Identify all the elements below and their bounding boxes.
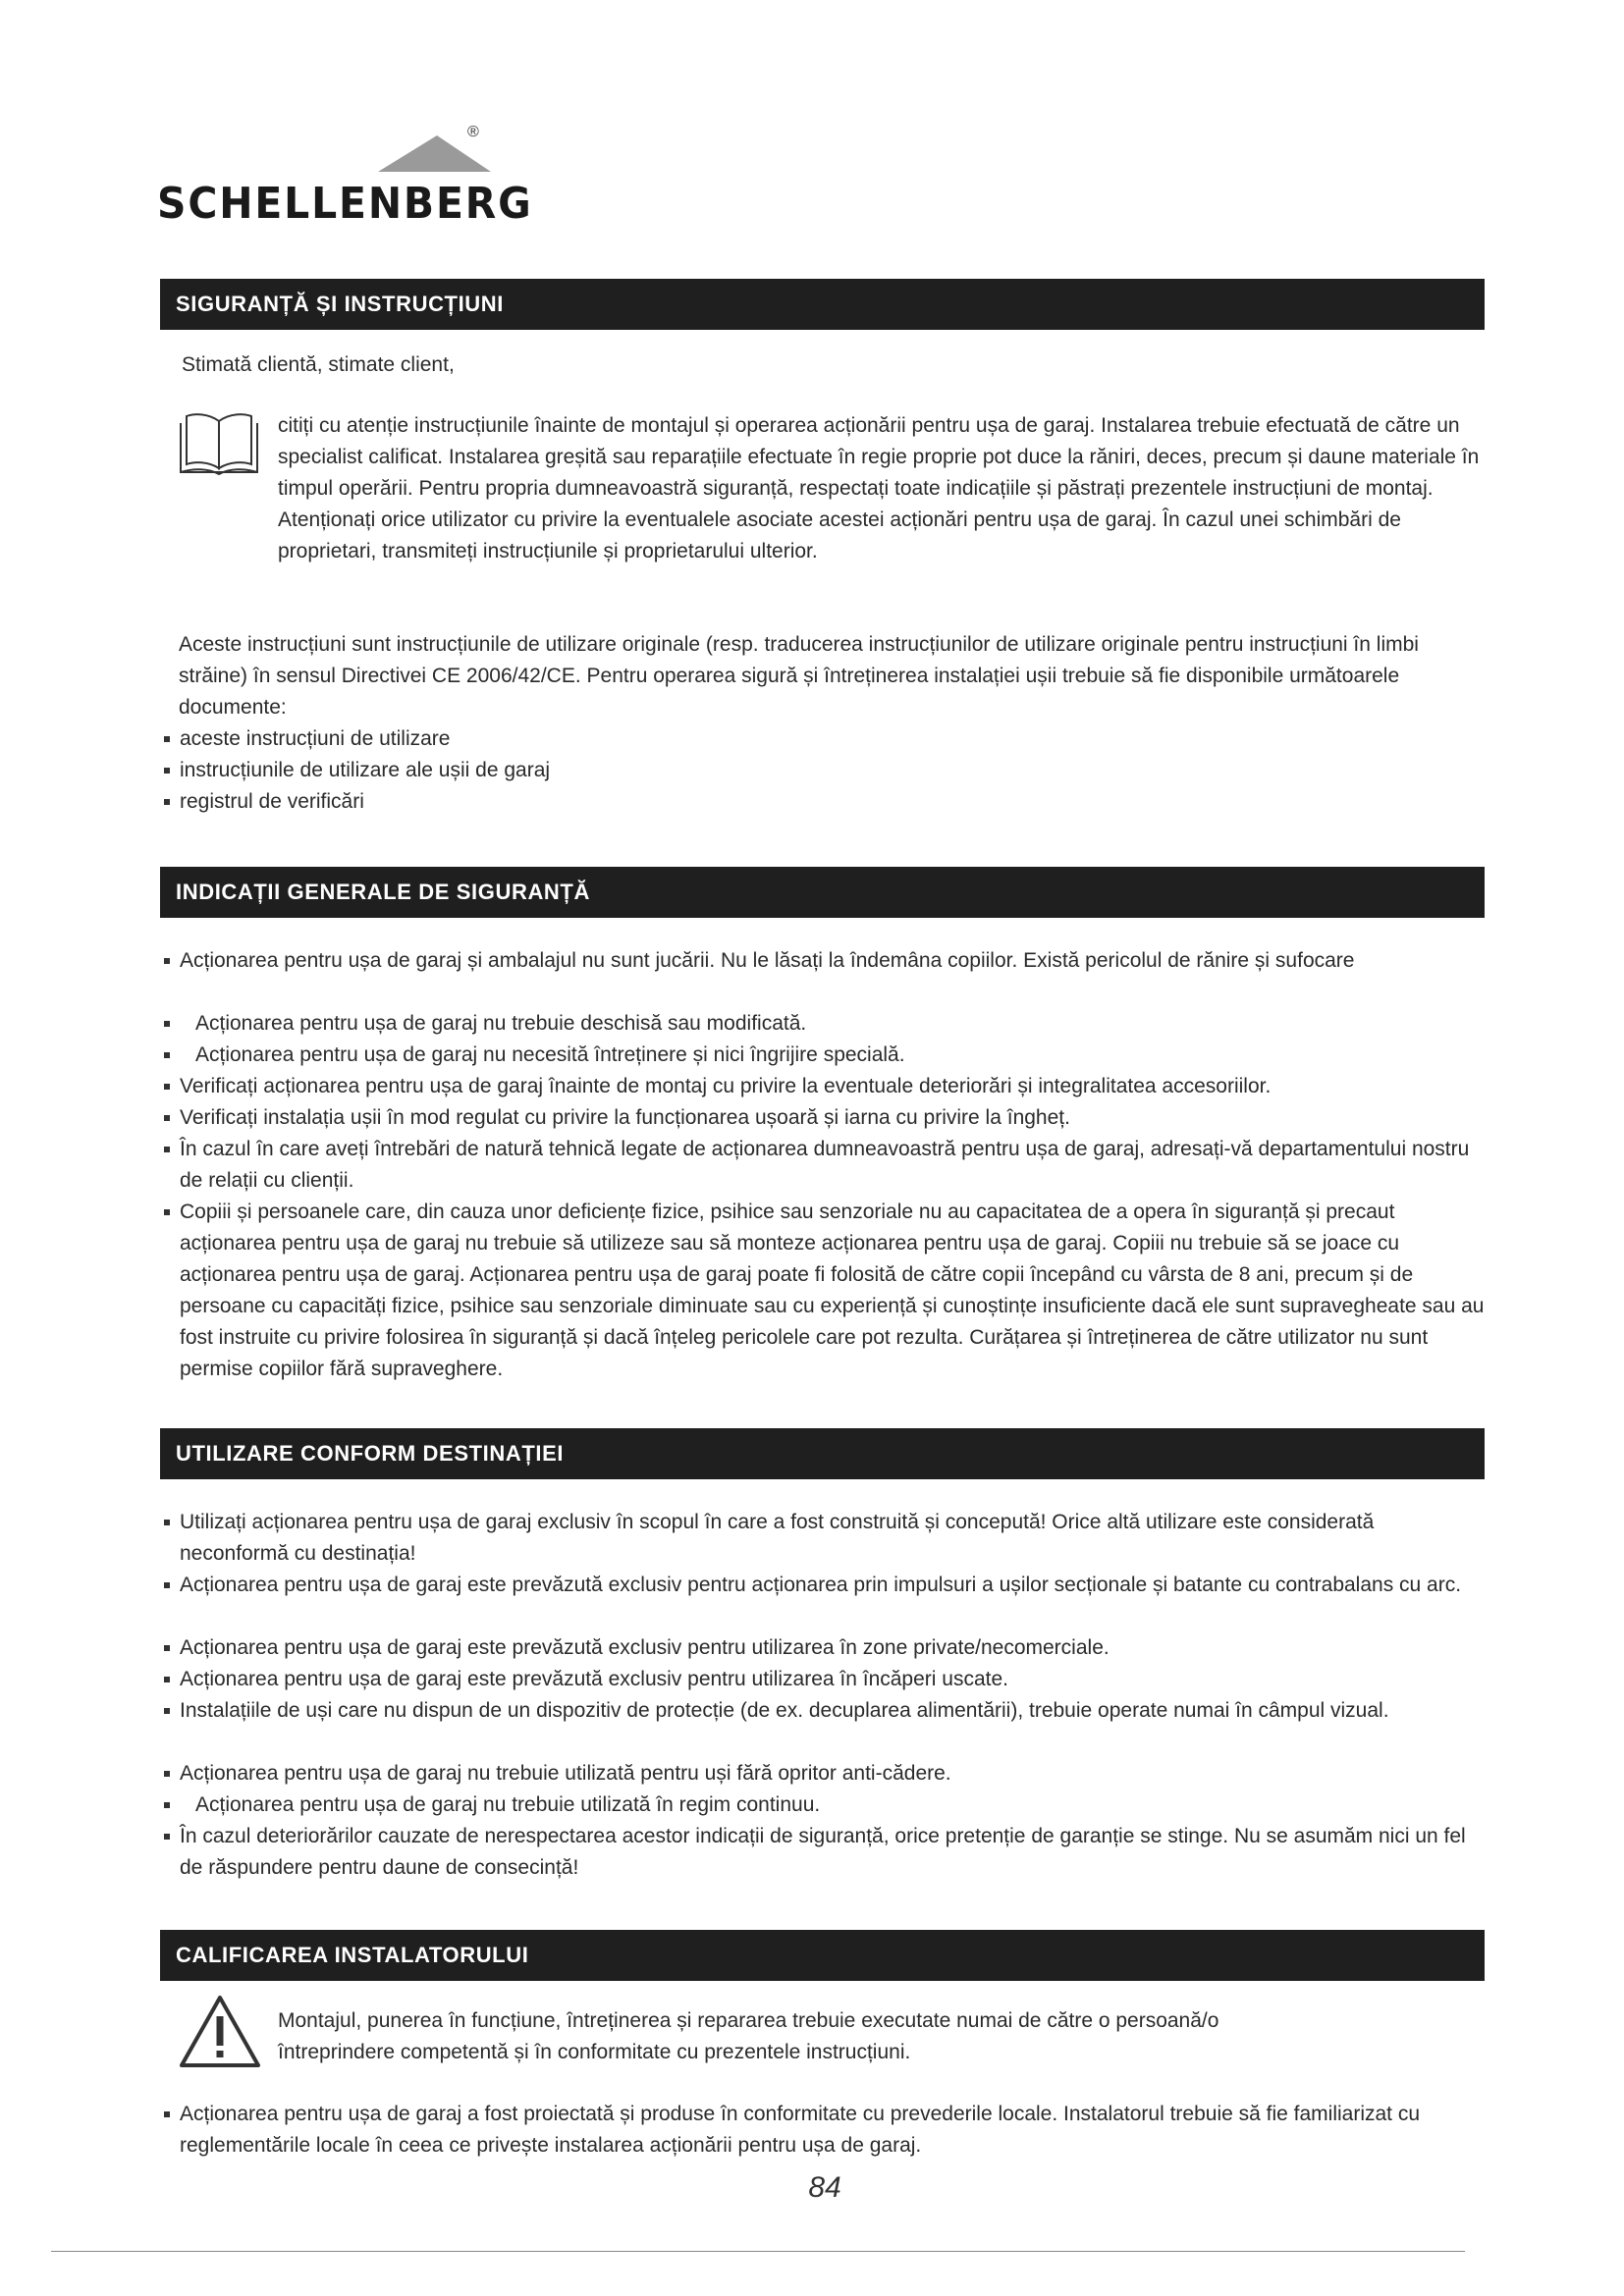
footer-divider (51, 2251, 1465, 2252)
greeting: Stimată clientă, stimate client, (182, 353, 455, 376)
list-item: Utilizați acționarea pentru ușa de garaj exclusiv în scopul în care a fost construită și concepută! Orice altă utilizare este considerată neconformă cu destinația! (160, 1507, 1485, 1570)
list-item: Acționarea pentru ușa de garaj a fost proiectată și produse în conformitate cu prevederile locale. Instalatorul trebuie să fie familiarizat cu reglementările locale în ceea ce privește instalarea acționării pentru ușa de garaj. (160, 2099, 1485, 2162)
page-number: 84 (808, 2171, 841, 2204)
list-item: registrul de verificări (160, 786, 1485, 818)
list-item: În cazul în care aveți întrebări de natură tehnică legate de acționarea dumneavoastră pentru ușa de garaj, adresați-vă departamentului nostru de relații cu clienții. (160, 1134, 1485, 1197)
section-title-usage: UTILIZARE CONFORM DESTINAȚIEI (160, 1428, 1485, 1479)
installer-warning: Montajul, punerea în funcțiune, întreținerea și repararea trebuie executate numai de către o persoană/o întreprindere competentă și în conformitate cu prezentele instrucțiuni. (278, 2009, 1219, 2063)
list-item: Acționarea pentru ușa de garaj este prevăzută exclusiv pentru utilizarea în încăperi uscate. (160, 1664, 1485, 1695)
original-instructions-note: Aceste instrucțiuni sunt instrucțiunile de utilizare originale (resp. traducerea instrucțiunilor de utilizare originale pentru instrucțiuni în limbi străine) în sensul Directivei CE 2006/42/CE. Pentru operarea sigură și întreținerea instalației ușii trebuie să fie disponibile următoarele documente: (179, 633, 1419, 719)
brand-logo (157, 124, 533, 229)
warning-triangle-icon (178, 1993, 262, 2071)
section-title-installer: CALIFICAREA INSTALATORULUI (160, 1930, 1485, 1981)
list-item: aceste instrucțiuni de utilizare (160, 723, 1485, 755)
section-title-safety: SIGURANȚĂ ȘI INSTRUCȚIUNI (160, 279, 1485, 330)
registered-mark: ® (467, 124, 479, 140)
list-item: Verificați acționarea pentru ușa de garaj înainte de montaj cu privire la eventuale deteriorări și integralitatea accesoriilor. (160, 1071, 1485, 1102)
list-item: instrucțiunile de utilizare ale ușii de garaj (160, 755, 1485, 786)
list-item: Acționarea pentru ușa de garaj nu necesită întreținere și nici îngrijire specială. (160, 1040, 1485, 1071)
book-icon (179, 405, 259, 476)
brand-name: SCHELLENBERG (157, 179, 533, 229)
list-item: Copiii și persoanele care, din cauza unor deficiențe fizice, psihice sau senzoriale nu au capacitatea de a opera în siguranță și precaut acționarea pentru ușa de garaj nu trebuie să utilizeze sau să monteze acționarea pentru ușa de garaj. Copiii nu trebuie să se joace cu acționarea pentru ușa de garaj. Acționarea pentru ușa de garaj poate fi folosită de către copii începând cu vârsta de 8 ani, precum și de persoane cu capacități fizice, psihice sau senzoriale diminuate sau cu experiență și cunoștințe insuficiente dacă ele sunt supravegheate sau au fost instruite cu privire folosirea în siguranță și dacă înțeleg pericolele care pot rezulta. Curățarea și întreținerea de către utilizator nu sunt permise copiilor fără supraveghere. (160, 1197, 1485, 1385)
list-item: Acționarea pentru ușa de garaj este prevăzută exclusiv pentru acționarea prin impulsuri a ușilor secționale și batante cu contrabalans cu arc. (160, 1570, 1485, 1601)
list-item: Instalațiile de uși care nu dispun de un dispozitiv de protecție (de ex. decuplarea alimentării), trebuie operate numai în câmpul vizual. (160, 1695, 1485, 1727)
list-item: Acționarea pentru ușa de garaj nu trebuie deschisă sau modificată. (160, 1008, 1485, 1040)
book-notice: citiți cu atenție instrucțiunile înainte de montajul și operarea acționării pentru ușa de garaj. Instalarea trebuie efectuată de către un specialist calificat. Instalarea greșită sau reparațiile efectuate în regie proprie pot duce la răniri, deces, precum și daune materiale în timpul operării. Pentru propria dumneavoastră siguranță, respectați toate indicațiile și păstrați prezentele instrucțiuni de montaj. Atenționați orice utilizator cu privire la eventualele asociate acestei acționări pentru ușa de garaj. În cazul unei schimbări de proprietari, transmiteți instrucțiunile și proprietarului ulterior. (278, 414, 1480, 562)
list-item: În cazul deteriorărilor cauzate de nerespectarea acestor indicații de siguranță, orice pretenție de garanție se stinge. Nu se asumăm nici un fel de răspundere pentru daune de consecință! (160, 1821, 1485, 1884)
roof-icon (157, 128, 491, 187)
section-title-general: INDICAȚII GENERALE DE SIGURANȚĂ (160, 867, 1485, 918)
list-item: Acționarea pentru ușa de garaj nu trebuie utilizată pentru uși fără opritor anti-cădere. (160, 1758, 1485, 1789)
list-item: Acționarea pentru ușa de garaj și ambalajul nu sunt jucării. Nu le lăsați la îndemâna copiilor. Există pericolul de rănire și sufocare (160, 945, 1485, 977)
list-item: Acționarea pentru ușa de garaj nu trebuie utilizată în regim continuu. (160, 1789, 1485, 1821)
list-item: Acționarea pentru ușa de garaj este prevăzută exclusiv pentru utilizarea în zone private/necomerciale. (160, 1632, 1485, 1664)
list-item: Verificați instalația ușii în mod regulat cu privire la funcționarea ușoară și iarna cu privire la îngheț. (160, 1102, 1485, 1134)
